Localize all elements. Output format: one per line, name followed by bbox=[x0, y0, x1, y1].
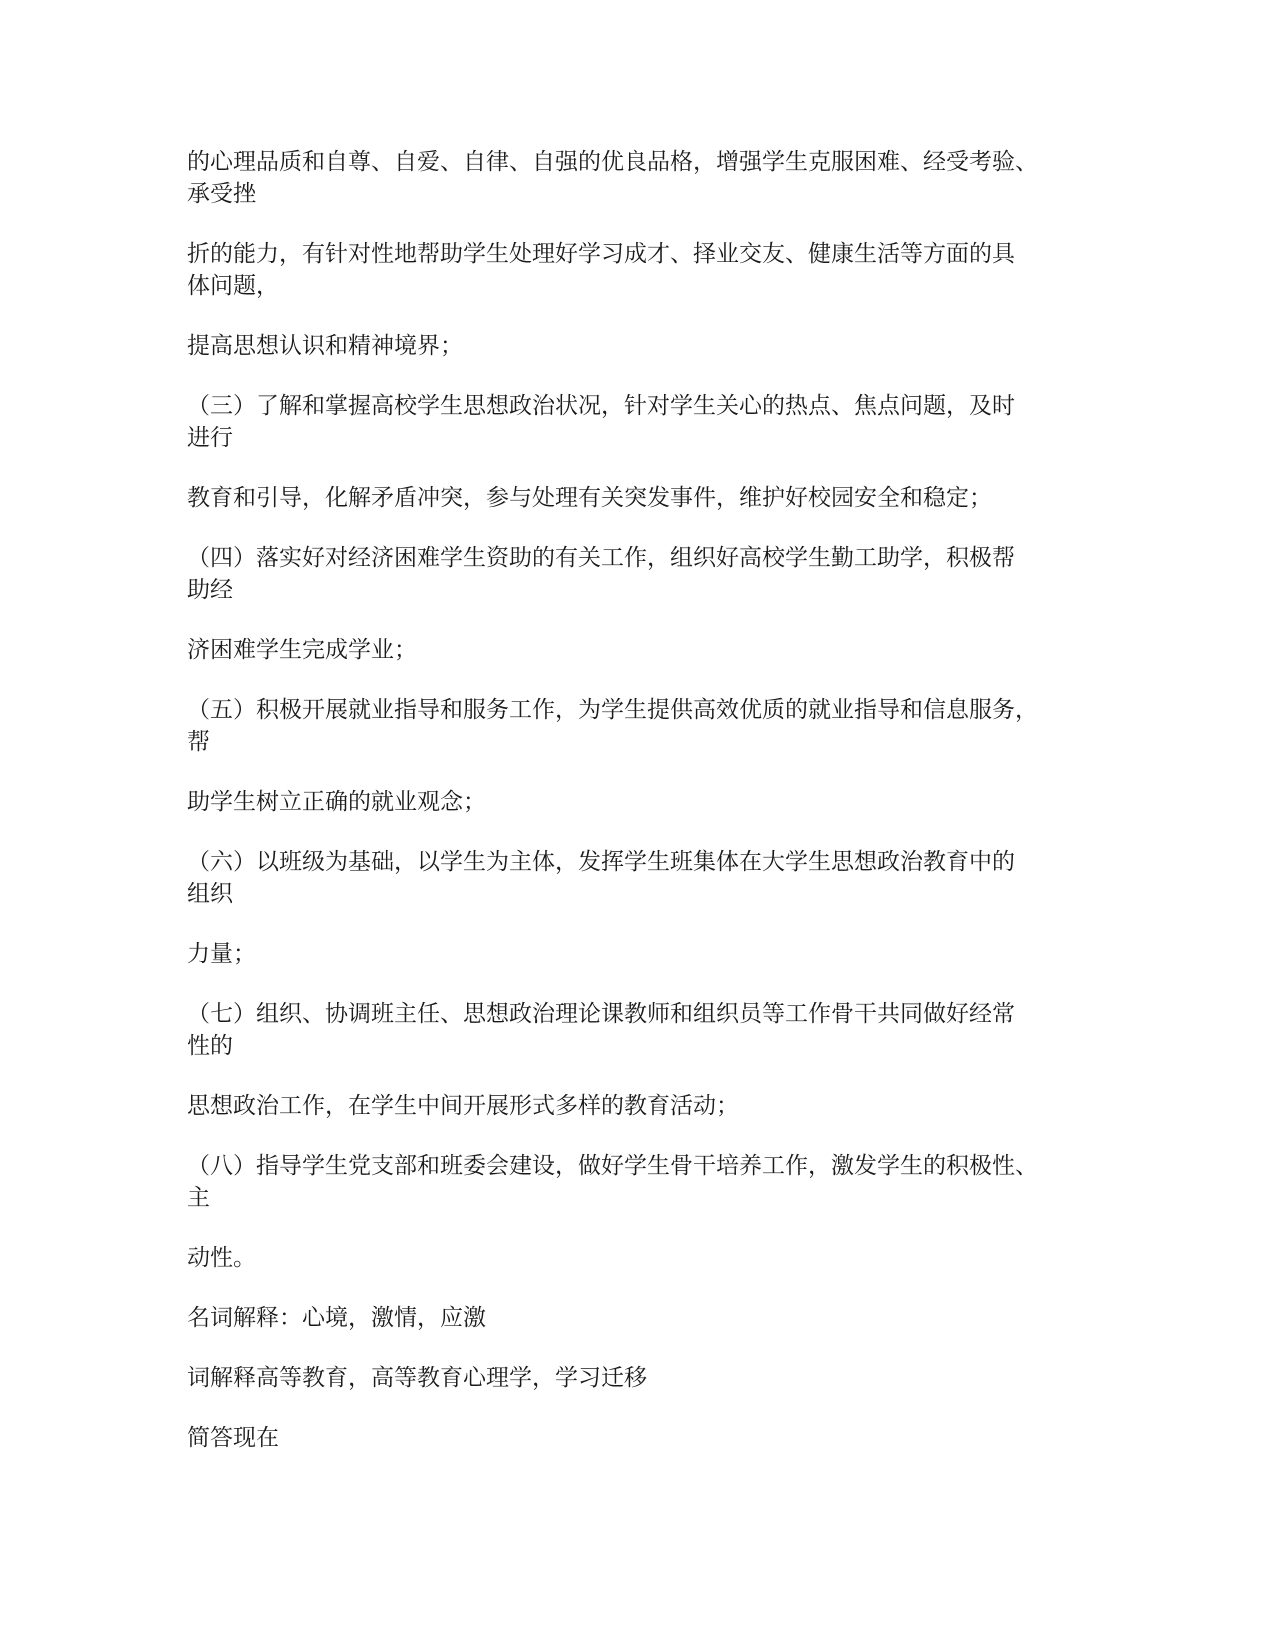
text-line: 思想政治工作，在学生中间开展形式多样的教育活动； bbox=[187, 1093, 739, 1119]
paragraph bbox=[187, 238, 1087, 302]
text-line: 提高思想认识和精神境界； bbox=[187, 333, 463, 359]
text-line: 力量； bbox=[187, 941, 256, 967]
document-body bbox=[187, 146, 1087, 1482]
text-line: 教育和引导，化解矛盾冲突，参与处理有关突发事件，维护好校园安全和稳定； bbox=[187, 485, 992, 511]
text-line: 主 bbox=[187, 1185, 210, 1211]
paragraph bbox=[187, 1362, 1087, 1394]
text-line: 体问题， bbox=[187, 273, 279, 299]
text-line: 的心理品质和自尊、自爱、自律、自强的优良品格，增强学生克服困难、经受考验、 bbox=[187, 149, 1038, 175]
paragraph bbox=[187, 1090, 1087, 1122]
paragraph bbox=[187, 694, 1087, 758]
text-line: 助学生树立正确的就业观念； bbox=[187, 789, 486, 815]
text-line: 名词解释：心境，激情，应激 bbox=[187, 1305, 486, 1331]
text-line: （三）了解和掌握高校学生思想政治状况，针对学生关心的热点、焦点问题，及时 bbox=[187, 393, 1015, 419]
paragraph bbox=[187, 1422, 1087, 1454]
text-line: （四）落实好对经济困难学生资助的有关工作，组织好高校学生勤工助学，积极帮 bbox=[187, 545, 1015, 571]
paragraph bbox=[187, 786, 1087, 818]
paragraph bbox=[187, 1150, 1087, 1214]
paragraph bbox=[187, 542, 1087, 606]
paragraph bbox=[187, 634, 1087, 666]
text-line: 折的能力，有针对性地帮助学生处理好学习成才、择业交友、健康生活等方面的具 bbox=[187, 241, 1015, 267]
paragraph bbox=[187, 390, 1087, 454]
text-line: （六）以班级为基础，以学生为主体，发挥学生班集体在大学生思想政治教育中的 bbox=[187, 849, 1015, 875]
text-line: 助经 bbox=[187, 577, 233, 603]
text-line: 进行 bbox=[187, 425, 233, 451]
paragraph bbox=[187, 998, 1087, 1062]
paragraph bbox=[187, 1302, 1087, 1334]
paragraph bbox=[187, 938, 1087, 970]
paragraph bbox=[187, 482, 1087, 514]
text-line: 承受挫 bbox=[187, 181, 256, 207]
text-line: （八）指导学生党支部和班委会建设，做好学生骨干培养工作，激发学生的积极性、 bbox=[187, 1153, 1038, 1179]
text-line: 帮 bbox=[187, 729, 210, 755]
paragraph bbox=[187, 846, 1087, 910]
text-line: 组织 bbox=[187, 881, 233, 907]
text-line: 性的 bbox=[187, 1033, 233, 1059]
text-line: 简答现在 bbox=[187, 1425, 279, 1451]
text-line: （七）组织、协调班主任、思想政治理论课教师和组织员等工作骨干共同做好经常 bbox=[187, 1001, 1015, 1027]
paragraph bbox=[187, 146, 1087, 210]
text-line: （五）积极开展就业指导和服务工作，为学生提供高效优质的就业指导和信息服务， bbox=[187, 697, 1038, 723]
paragraph bbox=[187, 1242, 1087, 1274]
text-line: 动性。 bbox=[187, 1245, 256, 1271]
paragraph bbox=[187, 330, 1087, 362]
text-line: 词解释高等教育，高等教育心理学，学习迁移 bbox=[187, 1365, 647, 1391]
text-line: 济困难学生完成学业； bbox=[187, 637, 417, 663]
